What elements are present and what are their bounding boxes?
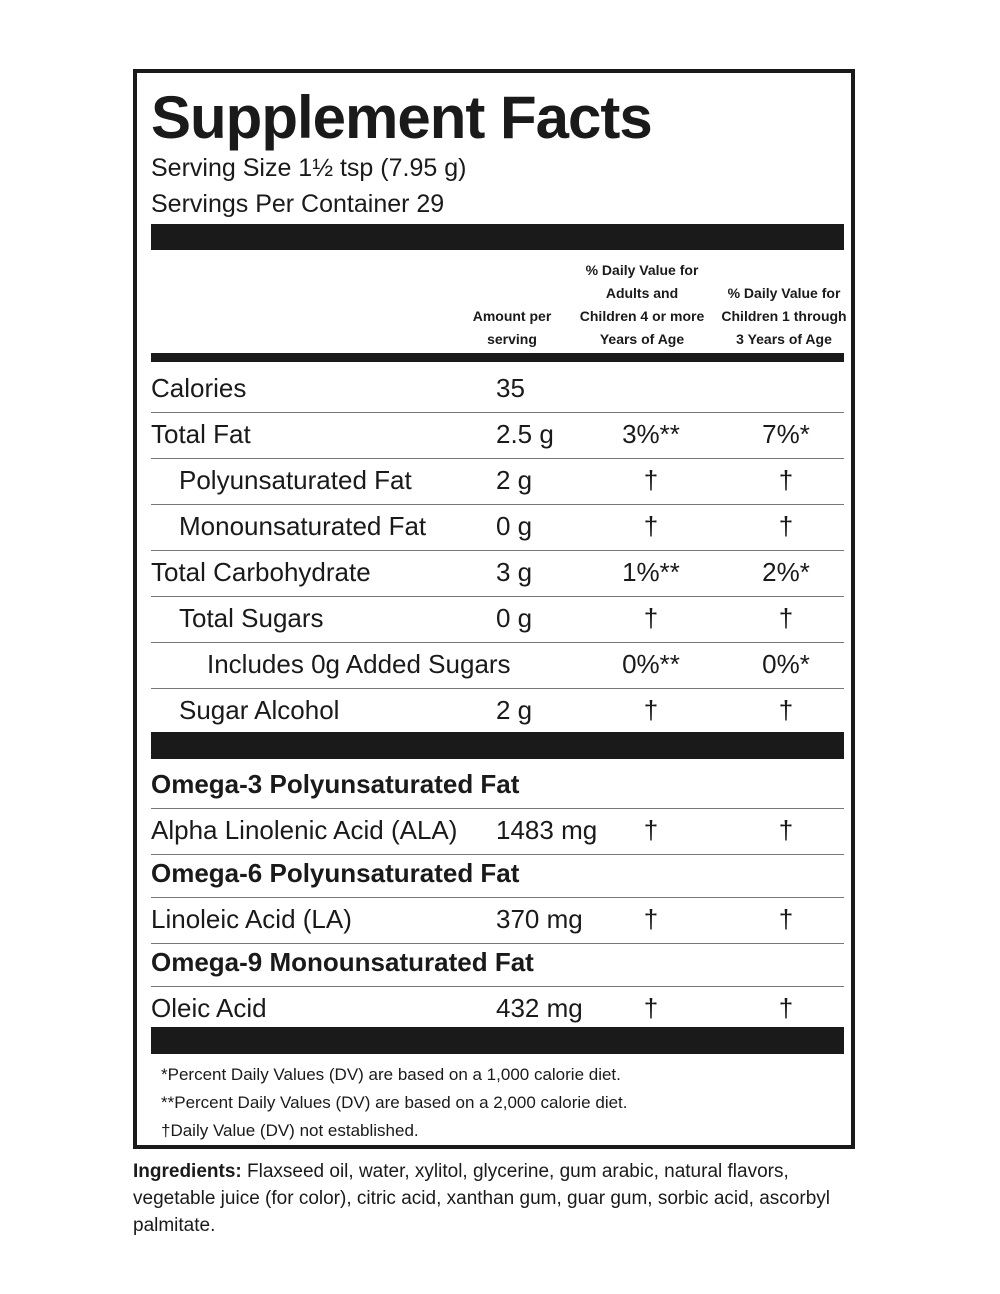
- dv-adults: 0%**: [622, 649, 680, 679]
- nutrient-row: [151, 366, 844, 413]
- footnote: *Percent Daily Values (DV) are based on a 1,000 calorie diet.: [161, 1065, 621, 1084]
- ingredients-label: Ingredients:: [133, 1161, 242, 1182]
- dv-children: †: [778, 815, 794, 845]
- dv-adults: 3%**: [622, 419, 680, 449]
- fatty-acid-amount: 1483 mg: [496, 815, 598, 845]
- nutrient-amount: 3 g: [496, 557, 533, 587]
- dv-children: 2%*: [762, 557, 810, 587]
- divider-thick: [151, 732, 844, 759]
- section-heading-row: [151, 940, 844, 987]
- dv-adults: †: [643, 993, 659, 1023]
- fatty-acid-name: Alpha Linolenic Acid (ALA): [151, 815, 458, 845]
- dv-adults: †: [643, 904, 659, 934]
- section-heading: Omega-6 Polyunsaturated Fat: [151, 858, 520, 888]
- divider-thick: [151, 1027, 844, 1054]
- nutrient-name: Polyunsaturated Fat: [179, 465, 412, 495]
- nutrient-name: Includes 0g Added Sugars: [207, 649, 511, 679]
- dv-children: 7%*: [762, 419, 810, 449]
- dv-adults: 1%**: [622, 557, 680, 587]
- ingredients: [133, 1158, 863, 1239]
- nutrient-amount: 0 g: [496, 511, 533, 541]
- nutrient-row: [151, 504, 844, 551]
- supplement-facts-panel: [133, 69, 855, 1149]
- nutrient-name: Monounsaturated Fat: [179, 511, 427, 541]
- serving-size: Serving Size 1½ tsp (7.95 g): [151, 154, 467, 182]
- nutrient-row: [151, 458, 844, 505]
- panel-title: Supplement Facts: [151, 84, 652, 151]
- footnote: **Percent Daily Values (DV) are based on a 2,000 calorie diet.: [161, 1093, 628, 1112]
- servings-per-container: Servings Per Container 29: [151, 190, 445, 218]
- column-header-dv-children: % Daily Value for Children 1 through 3 Years of Age: [721, 285, 847, 347]
- nutrient-amount: 35: [496, 373, 525, 403]
- dv-adults: †: [643, 511, 659, 541]
- section-heading-row: [151, 851, 844, 898]
- nutrient-row: [151, 412, 844, 459]
- ingredients-text: Flaxseed oil, water, xylitol, glycerine, gum arabic, natural flavors, vegetable juice (for color), citric acid, xanthan gum, guar gum, sorbic acid, ascorbyl palmitate.: [133, 1161, 830, 1236]
- fatty-acid-name: Linoleic Acid (LA): [151, 904, 352, 934]
- section-heading: Omega-9 Monounsaturated Fat: [151, 947, 534, 977]
- divider-medium: [151, 353, 844, 362]
- column-header-dv-adults: % Daily Value for Adults and Children 4 or more Years of Age: [579, 262, 705, 347]
- footnotes: [161, 1061, 628, 1145]
- nutrient-row: [151, 550, 844, 597]
- dv-children: †: [778, 465, 794, 495]
- section-heading: Omega-3 Polyunsaturated Fat: [151, 769, 520, 799]
- dv-adults: †: [643, 603, 659, 633]
- nutrient-name: Total Fat: [151, 419, 251, 449]
- footnote: †Daily Value (DV) not established.: [161, 1121, 419, 1140]
- fatty-acid-row: [151, 986, 844, 1032]
- dv-adults: †: [643, 815, 659, 845]
- nutrient-name: Calories: [151, 373, 247, 403]
- nutrient-row: [151, 688, 844, 734]
- fatty-acid-name: Oleic Acid: [151, 993, 267, 1023]
- nutrient-row: [151, 642, 844, 689]
- section-heading-row: [151, 762, 844, 809]
- column-header-amount: Amount per serving: [472, 308, 552, 347]
- nutrient-amount: 2 g: [496, 465, 533, 495]
- nutrient-name: Total Sugars: [179, 603, 324, 633]
- dv-adults: †: [643, 695, 659, 725]
- nutrient-name: Total Carbohydrate: [151, 557, 371, 587]
- nutrient-row: [151, 596, 844, 643]
- dv-children: 0%*: [762, 649, 810, 679]
- fatty-acid-amount: 432 mg: [496, 993, 583, 1023]
- nutrient-amount: 0 g: [496, 603, 533, 633]
- dv-children: †: [778, 904, 794, 934]
- fatty-acid-row: [151, 897, 844, 944]
- fatty-acid-amount: 370 mg: [496, 904, 583, 934]
- nutrient-amount: 2 g: [496, 695, 533, 725]
- dv-children: †: [778, 695, 794, 725]
- dv-children: †: [778, 511, 794, 541]
- fatty-acid-row: [151, 808, 844, 855]
- dv-adults: †: [643, 465, 659, 495]
- nutrient-name: Sugar Alcohol: [179, 695, 340, 725]
- dv-children: †: [778, 993, 794, 1023]
- divider-thick: [151, 224, 844, 250]
- nutrient-amount: 2.5 g: [496, 419, 554, 449]
- dv-children: †: [778, 603, 794, 633]
